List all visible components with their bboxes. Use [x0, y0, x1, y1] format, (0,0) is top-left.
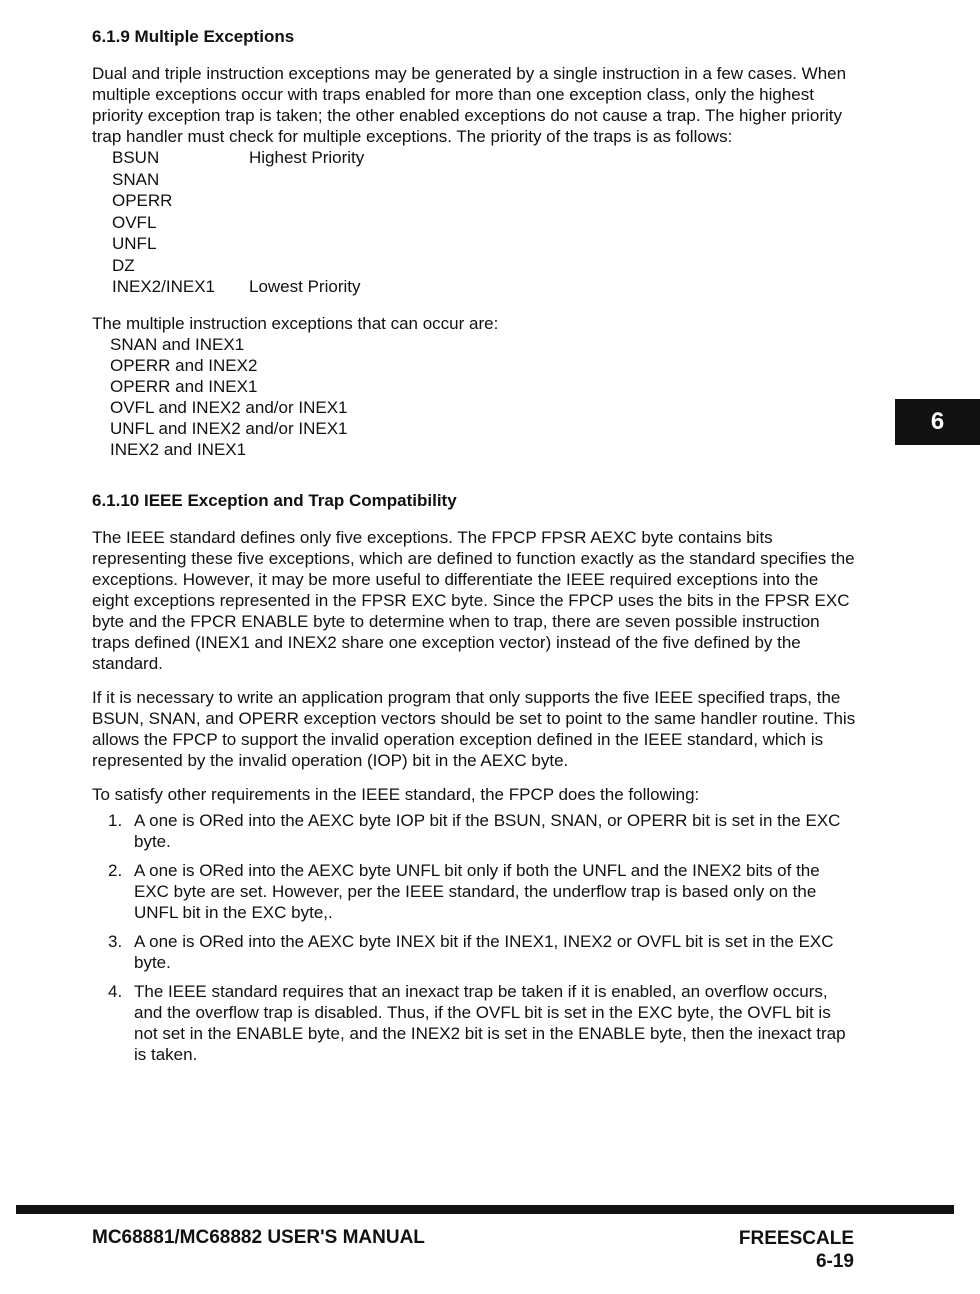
priority-item — [112, 190, 856, 212]
priority-code: SNAN — [112, 169, 160, 189]
ieee-paragraph-3: To satisfy other requirements in the IEEE standard, the FPCP does the following: — [92, 784, 700, 804]
list-item — [92, 860, 856, 923]
page-number: 6-19 — [815, 1251, 854, 1272]
priority-code: DZ — [112, 255, 135, 275]
priority-item — [112, 255, 856, 277]
chapter-tab: 6 — [895, 399, 980, 445]
footer-brand-block — [739, 1227, 854, 1273]
combo-item: SNAN and INEX1 — [110, 334, 245, 354]
item-number: 3. — [108, 931, 123, 951]
brand-name: FREESCALE — [738, 1228, 854, 1249]
page-body — [92, 26, 856, 1073]
item-text: A one is ORed into the AEXC byte IOP bit if the BSUN, SNAN, or OPERR bit is set in the EXC byte. — [134, 810, 841, 851]
combo-item: UNFL and INEX2 and/or INEX1 — [110, 418, 348, 438]
ieee-paragraph-2: If it is necessary to write an application program that only supports the five IEEE specified traps, the BSUN, SNAN, and OPERR exception vectors should be set to point to the same handler routine. This allows the FPCP to support the invalid operation exception defined in the IEEE standard, which is represented by the invalid operation (IOP) bit in the AEXC byte. — [92, 687, 856, 770]
priority-item — [112, 233, 856, 255]
priority-code: UNFL — [112, 234, 157, 253]
list-item — [92, 810, 856, 852]
manual-title: MC68881/MC68882 USER'S MANUAL — [92, 1227, 425, 1248]
priority-note: Highest Priority — [249, 148, 365, 167]
priority-item — [112, 147, 856, 169]
section-heading-6-1-9: 6.1.9 Multiple Exceptions — [92, 27, 295, 46]
priority-item — [112, 212, 856, 234]
item-text: A one is ORed into the AEXC byte UNFL bit only if both the UNFL and the INEX2 bits of the EXC byte are set. However, per the IEEE standard, the underflow trap is based only on the UNFL bit in the EXC byte,. — [134, 860, 820, 922]
combo-intro: The multiple instruction exceptions that can occur are: — [92, 313, 499, 333]
priority-code: INEX2/INEX1 — [112, 277, 215, 296]
ieee-paragraph-1: The IEEE standard defines only five exceptions. The FPCP FPSR AEXC byte contains bits representing these five exceptions, which are defined to function exactly as the standard specifies the exceptions. However, it may be more useful to differentiate the IEEE required exceptions into the eight exceptions represented in the FPSR EXC byte. Since the FPCP uses the bits in the FPSR EXC byte and the FPCR ENABLE byte to determine when to trap, there are seven possible instruction traps defined (INEX1 and INEX2 share one exception vector) instead of the five defined by the standard. — [92, 527, 855, 673]
combo-item: OPERR and INEX1 — [110, 376, 258, 396]
list-item — [92, 931, 856, 973]
priority-code: BSUN — [112, 148, 160, 167]
item-text: A one is ORed into the AEXC byte INEX bit if the INEX1, INEX2 or OVFL bit is set in the EXC byte. — [134, 931, 834, 972]
priority-code: OVFL — [112, 212, 157, 232]
footer-rule — [16, 1205, 954, 1214]
priority-list — [112, 147, 856, 298]
list-item — [92, 981, 856, 1065]
priority-code: OPERR — [112, 191, 173, 210]
item-number: 2. — [108, 860, 123, 880]
combo-item: OPERR and INEX2 — [110, 355, 258, 375]
priority-item — [112, 276, 856, 298]
item-number: 4. — [108, 981, 123, 1001]
priority-item — [112, 169, 856, 191]
section-heading-6-1-10: 6.1.10 IEEE Exception and Trap Compatibility — [92, 490, 457, 510]
combo-item: INEX2 and INEX1 — [110, 439, 247, 459]
combo-list — [110, 334, 856, 460]
multiple-exceptions-intro: Dual and triple instruction exceptions may be generated by a single instruction in a few cases. When multiple exceptions occur with traps enabled for more than one exception class, only the highest priority exception trap is taken; the other enabled exceptions do not cause a trap. The higher priority trap handler must check for multiple exceptions. The priority of the traps is as follows: — [92, 64, 847, 146]
requirements-list — [92, 810, 856, 1065]
combo-item: OVFL and INEX2 and/or INEX1 — [110, 397, 348, 417]
item-number: 1. — [108, 810, 123, 830]
priority-note: Lowest Priority — [249, 277, 361, 296]
item-text: The IEEE standard requires that an inexact trap be taken if it is enabled, an overflow occurs, and the overflow trap is disabled. Thus, if the OVFL bit is set in the EXC byte, the OVFL bit is not set in the ENABLE byte, and the INEX2 bit is set in the ENABLE byte, then the inexact trap is taken. — [134, 981, 846, 1064]
